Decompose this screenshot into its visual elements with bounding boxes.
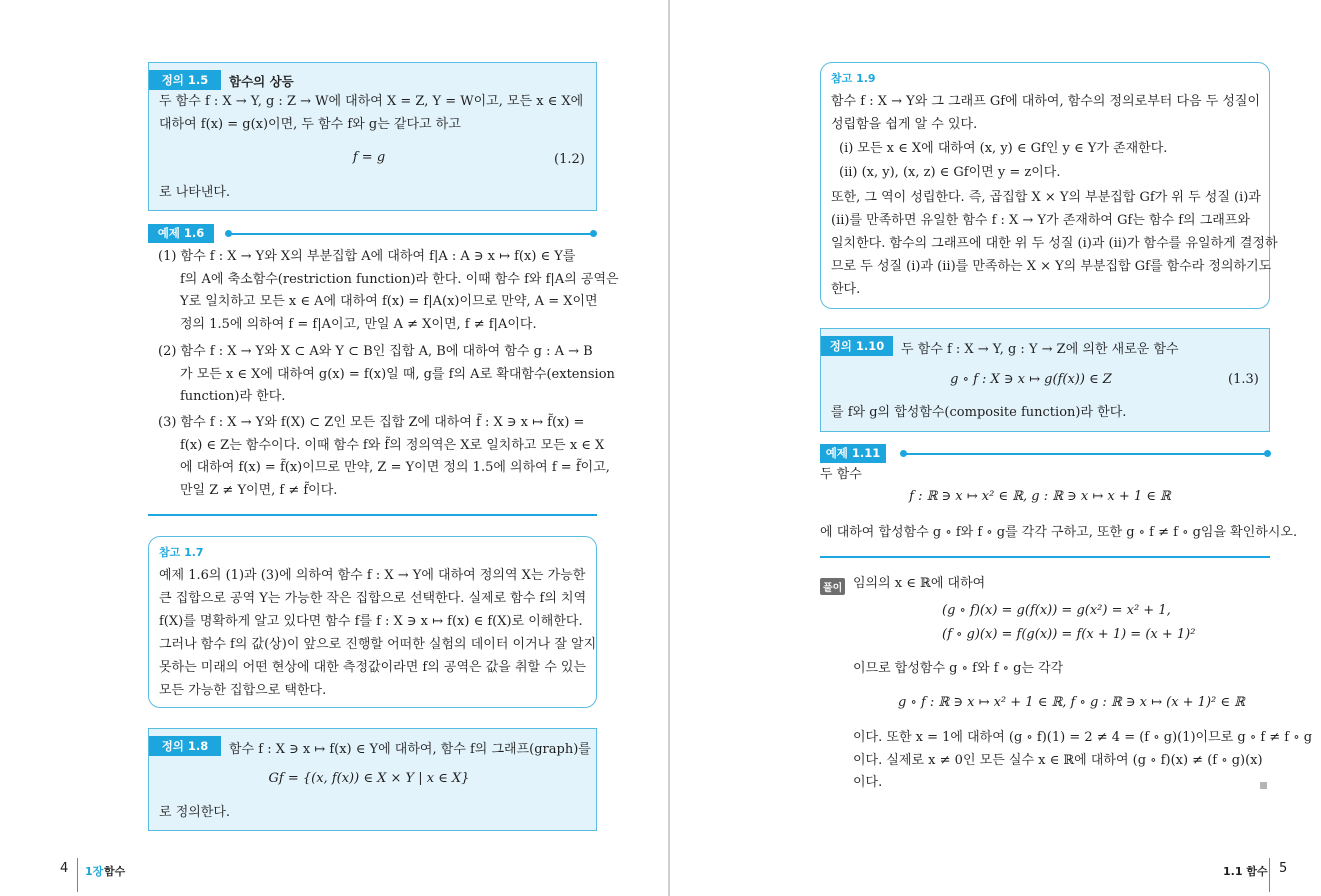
definition-line: 로 나타낸다.: [159, 185, 231, 200]
example-item-3-line: 만일 Z ≠ Y이면, f ≠ f̃이다.: [180, 483, 338, 498]
note-line: 함수 f : X → Y와 그 그래프 Gf에 대하여, 함수의 정의로부터 다음 두 성질이: [831, 94, 1261, 109]
chapter-title: 함수: [104, 865, 126, 878]
page-number: 5: [1279, 861, 1288, 876]
note-line: 한다.: [831, 282, 861, 297]
solution-line: 이다.: [853, 775, 883, 790]
definition-label: 정의 1.8: [149, 736, 221, 756]
definition-1-5-box: [148, 62, 597, 211]
note-line: (ii) (x, y), (x, z) ∈ Gf이면 y = z이다.: [839, 165, 1061, 180]
example-item-3-line: 에 대하여 f(x) = f̃(x)이므로 만약, Z = Y이면 정의 1.5에 의하여 f = f̃이고,: [180, 460, 610, 475]
rule-dot: [900, 450, 907, 457]
definition-label: 정의 1.10: [821, 336, 893, 356]
equation: f = g: [352, 150, 386, 165]
example-item-3-line: f(x) ∈ Z는 함수이다. 이때 함수 f와 f̃의 정의역은 X로 일치하고 모든 x ∈ X: [180, 438, 605, 453]
rule-dot: [590, 230, 597, 237]
right-page: [670, 0, 1321, 896]
note-line: 못하는 미래의 어떤 현상에 대한 측정값이라면 f의 공역은 값을 취할 수 있는: [159, 660, 587, 675]
solution-equation: (f ∘ g)(x) = f(g(x)) = f(x + 1) = (x + 1)²: [942, 627, 1196, 642]
note-line: (i) 모든 x ∈ X에 대하여 (x, y) ∈ Gf인 y ∈ Y가 존재한다.: [839, 141, 1168, 156]
note-label: 참고 1.9: [831, 72, 876, 85]
definition-line: 로 정의한다.: [159, 805, 231, 820]
example-item-1-line: 정의 1.5에 의하여 f = f|A이고, 만일 A ≠ X이면, f ≠ f|A이다.: [180, 317, 537, 332]
note-line: 성립함을 쉽게 알 수 있다.: [831, 117, 978, 132]
note-label: 참고 1.7: [159, 546, 204, 559]
note-1-9-box: [820, 62, 1278, 309]
note-line: 예제 1.6의 (1)과 (3)에 의하여 함수 f : X → Y에 대하여 정의역 X는 가능한: [159, 568, 586, 583]
example-1-11-label: 예제 1.11: [820, 444, 886, 463]
example-item-1-line: f의 A에 축소함수(restriction function)라 한다. 이때 함수 f와 f|A의 공역은: [180, 272, 619, 287]
definition-line: 를 f와 g의 합성함수(composite function)라 한다.: [831, 405, 1127, 420]
footer-divider: [1269, 858, 1270, 892]
note-line: 큰 집합으로 공역 Y는 가능한 작은 집합으로 선택한다. 실제로 함수 f의 치역: [159, 591, 587, 606]
solution-line: 이므로 합성함수 g ∘ f와 f ∘ g는 각각: [853, 661, 1064, 676]
solution-line: 이다. 실제로 x ≠ 0인 모든 실수 x ∈ ℝ에 대하여 (g ∘ f)(x) ≠ (f ∘ g)(x): [853, 753, 1263, 768]
example-line: 두 함수: [820, 467, 862, 482]
section-title: 1.1 함수: [1223, 865, 1268, 878]
note-line: f(X)를 명확하게 알고 있다면 함수 f를 f : X ∋ x ↦ f(x) ∈ f(X)로 이해한다.: [159, 614, 583, 629]
note-line: 그러나 함수 f의 값(상)이 앞으로 진행할 어떠한 실험의 데이터 이거나 잘 알지: [159, 637, 597, 652]
definition-title: 두 함수 f : X → Y, g : Y → Z에 의한 새로운 함수: [901, 342, 1179, 357]
equation: f : ℝ ∋ x ↦ x² ∈ ℝ, g : ℝ ∋ x ↦ x + 1 ∈ ℝ: [909, 489, 1171, 504]
example-header-rule: [902, 453, 1268, 455]
example-1-6-label: 예제 1.6: [148, 224, 214, 243]
example-end-rule: [148, 514, 597, 516]
note-line: 모든 가능한 집합으로 택한다.: [159, 683, 327, 698]
solution-equation: (g ∘ f)(x) = g(f(x)) = g(x²) = x² + 1,: [942, 603, 1171, 618]
solution-line: 임의의 x ∈ ℝ에 대하여: [853, 576, 986, 591]
rule-dot: [225, 230, 232, 237]
note-line: 또한, 그 역이 성립한다. 즉, 곱집합 X × Y의 부분집합 Gf가 위 두 성질 (i)과: [831, 190, 1261, 205]
rule-dot: [1264, 450, 1271, 457]
page-number: 4: [60, 861, 69, 876]
example-end-rule: [820, 556, 1270, 558]
example-header-rule: [227, 233, 595, 235]
definition-line: 두 함수 f : X → Y, g : Z → W에 대하여 X = Z, Y = W이고, 모든 x ∈ X에: [159, 94, 584, 109]
note-line: 일치한다. 함수의 그래프에 대한 위 두 성질 (i)과 (ii)가 함수를 유일하게 결정하: [831, 236, 1278, 251]
qed-square-icon: [1260, 782, 1267, 789]
solution-equation: g ∘ f : ℝ ∋ x ↦ x² + 1 ∈ ℝ, f ∘ g : ℝ ∋ x ↦ (x + 1)² ∈ ℝ: [898, 695, 1245, 710]
note-line: 므로 두 성질 (i)과 (ii)를 만족하는 X × Y의 부분집합 Gf를 함수라 정의하기도: [831, 259, 1272, 274]
equation-number: (1.2): [554, 152, 585, 167]
footer-divider: [77, 858, 78, 892]
equation: Gf = {(x, f(x)) ∈ X × Y | x ∈ X}: [268, 771, 470, 786]
example-line: 에 대하여 합성함수 g ∘ f와 f ∘ g를 각각 구하고, 또한 g ∘ f ≠ f ∘ g임을 확인하시오.: [820, 525, 1298, 540]
definition-label: 정의 1.5: [149, 70, 221, 90]
example-item-1-line: (1) 함수 f : X → Y와 X의 부분집합 A에 대하여 f|A : A ∋ x ↦ f(x) ∈ Y를: [158, 249, 576, 264]
definition-1-10-box: [820, 328, 1270, 432]
example-item-2-line: 가 모든 x ∈ X에 대하여 g(x) = f(x)일 때, g를 f의 A로 확대함수(extension: [180, 367, 615, 382]
solution-badge: 풀이: [820, 578, 845, 595]
definition-line: 대하여 f(x) = g(x)이면, 두 함수 f와 g는 같다고 하고: [159, 117, 461, 132]
example-item-1-line: Y로 일치하고 모든 x ∈ A에 대하여 f(x) = f|A(x)이므로 만약, A = X이면: [180, 294, 598, 309]
note-line: (ii)를 만족하면 유일한 함수 f : X → Y가 존재하여 Gf는 함수 f의 그래프와: [831, 213, 1250, 228]
definition-title: 함수 f : X ∋ x ↦ f(x) ∈ Y에 대하여, 함수 f의 그래프(graph)를: [229, 742, 591, 757]
equation: g ∘ f : X ∋ x ↦ g(f(x)) ∈ Z: [950, 372, 1112, 387]
definition-1-8-box: [148, 728, 597, 831]
definition-title: 함수의 상등: [229, 74, 294, 89]
chapter-number: 1장: [85, 865, 104, 878]
equation-number: (1.3): [1228, 372, 1259, 387]
example-item-2-line: function)라 한다.: [180, 389, 286, 404]
example-item-2-line: (2) 함수 f : X → Y와 X ⊂ A와 Y ⊂ B인 집합 A, B에 대하여 함수 g : A → B: [158, 344, 593, 359]
solution-line: 이다. 또한 x = 1에 대하여 (g ∘ f)(1) = 2 ≠ 4 = (f ∘ g)(1)이므로 g ∘ f ≠ f ∘ g: [853, 730, 1313, 745]
example-item-3-line: (3) 함수 f : X → Y와 f(X) ⊂ Z인 모든 집합 Z에 대하여 f̃ : X ∋ x ↦ f̃(x) =: [158, 415, 585, 430]
note-1-7-box: [148, 536, 597, 708]
